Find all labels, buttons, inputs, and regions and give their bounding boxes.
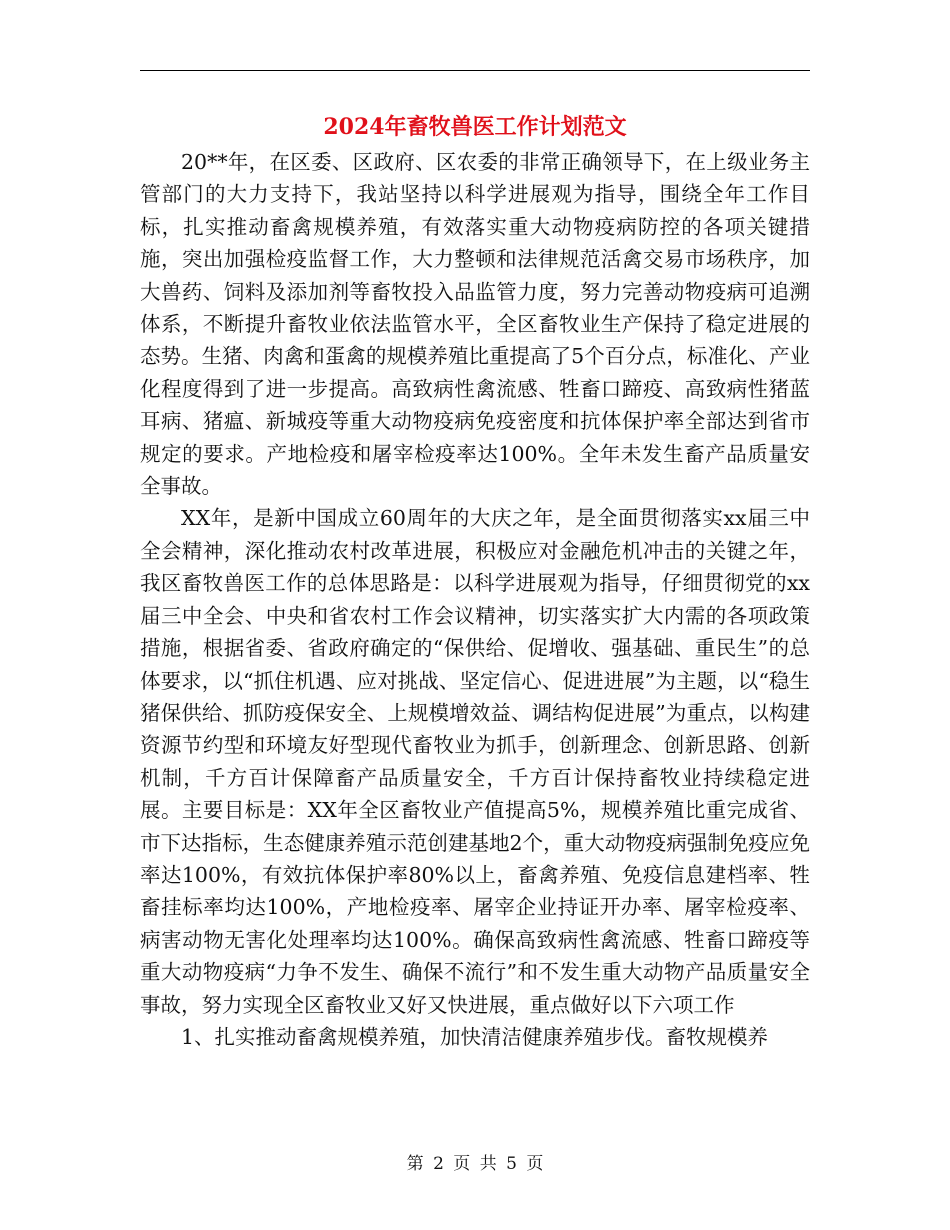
paragraph-item-1: 1、扎实推动畜禽规模养殖，加快清洁健康养殖步伐。畜牧规模养 xyxy=(181,1024,769,1049)
paragraph-summary: 20**年，在区委、区政府、区农委的非常正确领导下，在上级业务主管部门的大力支持下，我站坚持以科学进展观为指导，围绕全年工作目标，扎实推动畜禽规模养殖，有效落实重大动物疫病防控的各项关键措施，突出加强检疫监督工作，大力整顿和法律规范活禽交易市场秩序，加大兽药、饲料及添加剂等畜牧投入品监管力度，努力完善动物疫病可追溯体系，不断提升畜牧业依法监管水平，全区畜牧业生产保持了稳定进展的态势。生猪、肉禽和蛋禽的规模养殖比重提高了5个百分点，标准化、产业化程度得到了进一步提高。高致病性禽流感、牲畜口蹄疫、高致病性猪蓝耳病、猪瘟、新城疫等重大动物疫病免疫密度和抗体保护率全部达到省市规定的要求。产地检疫和屠宰检疫率达100%。全年未发生畜产品质量安全事故。 xyxy=(140,150,810,499)
paragraph-plan: XX年，是新中国成立60周年的大庆之年，是全面贯彻落实xx届三中全会精神，深化推动农村改革进展，积极应对金融危机冲击的关键之年，我区畜牧兽医工作的总体思路是：以科学进展观为指导，仔细贯彻党的xx届三中全会、中央和省农村工作会议精神，切实落实扩大内需的各项政策措施，根据省委、省政府确定的“保供给、促增收、强基础、重民生”的总体要求，以“抓住机遇、应对挑战、坚定信心、促进进展”为主题，以“稳生猪保供给、抓防疫保安全、上规模增效益、调结构促进展”为重点，以构建资源节约型和环境友好型现代畜牧业为抓手，创新理念、创新思路、创新机制，千方百计保障畜产品质量安全，千方百计保持畜牧业持续稳定进展。主要目标是：XX年全区畜牧业产值提高5%，规模养殖比重完成省、市下达指标，生态健康养殖示范创建基地2个，重大动物疫病强制免疫应免率达100%，有效抗体保护率80%以上，畜禽养殖、免疫信息建档率、牲畜挂标率均达100%，产地检疫率、屠宰企业持证开办率、屠宰检疫率、病害动物无害化处理率均达100%。确保高致病性禽流感、牲畜口蹄疫等重大动物疫病“力争不发生、确保不流行”和不发生重大动物产品质量安全事故，努力实现全区畜牧业又好又快进展，重点做好以下六项工作 xyxy=(140,506,810,1017)
document-title: 2024年畜牧兽医工作计划范文 xyxy=(323,114,627,140)
header-rule xyxy=(140,70,810,71)
document-body xyxy=(140,146,810,1053)
page-number: 第 2 页 共 5 页 xyxy=(406,1154,544,1174)
